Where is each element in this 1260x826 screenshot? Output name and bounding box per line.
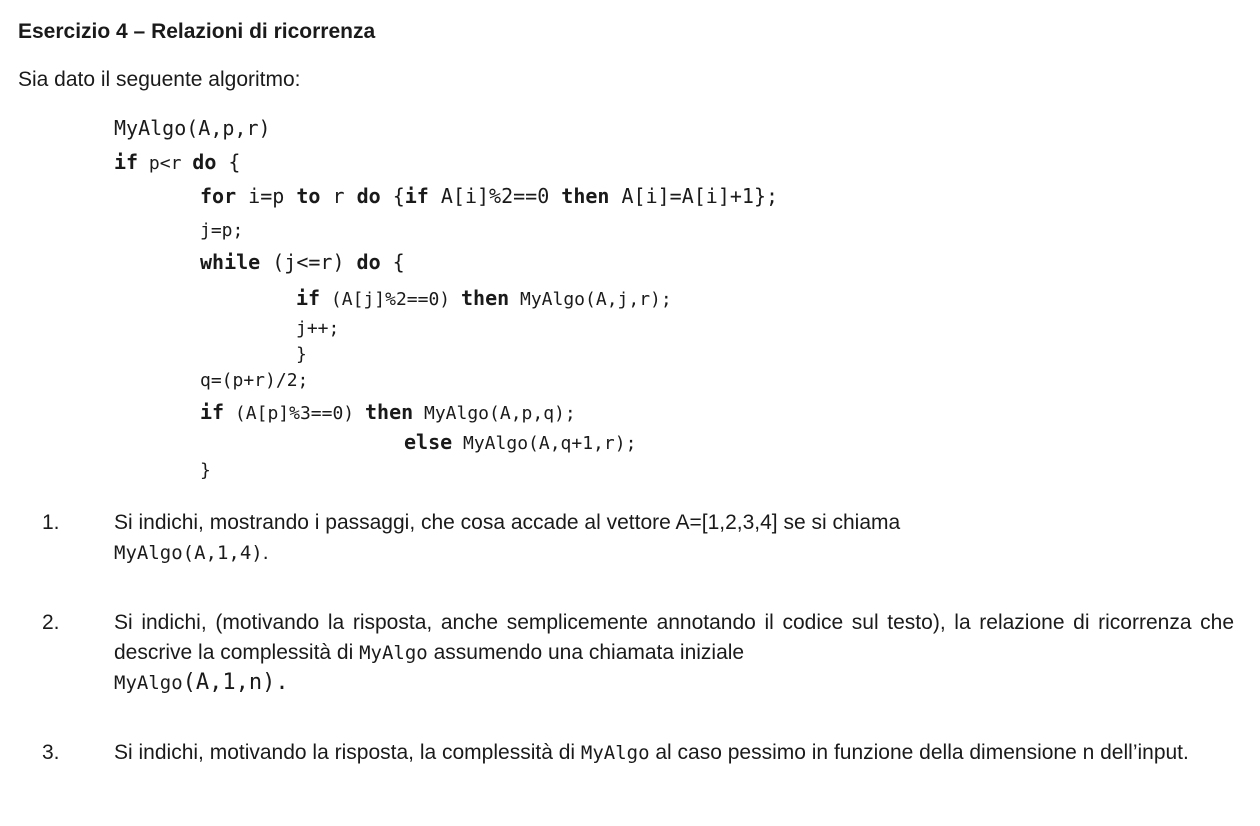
- question-number: 1.: [42, 511, 60, 534]
- code-line-8: [296, 344, 307, 365]
- code-keyword: if: [296, 286, 321, 310]
- code-line-7: [296, 318, 339, 339]
- code-text: MyAlgo(A,p,r): [114, 116, 271, 140]
- question-text: Si indichi, motivando la risposta, la complessità di: [114, 741, 581, 764]
- code-keyword: while: [200, 250, 261, 274]
- exercise-title: Esercizio 4 – Relazioni di ricorrenza: [18, 20, 376, 43]
- question-code: MyAlgo: [359, 642, 428, 664]
- question-text: assumendo una chiamata iniziale: [427, 641, 745, 664]
- code-text: r: [320, 184, 357, 208]
- intro-text: Sia dato il seguente algoritmo:: [18, 68, 301, 91]
- code-text: q=(p+r)/2;: [200, 370, 309, 391]
- question-code: MyAlgo(A,1,4): [114, 542, 263, 564]
- code-text: MyAlgo(A,j,r);: [509, 289, 672, 310]
- code-line-9: [200, 370, 308, 391]
- code-text: {: [216, 150, 241, 174]
- code-keyword: to: [296, 184, 321, 208]
- code-line-10: [200, 400, 576, 424]
- question-text: Si indichi, (motivando la risposta, anche semplicemente annotando il codice sul testo), la relazione di ricorrenza che descrive la complessità di: [114, 611, 1234, 664]
- code-text: p<r: [138, 153, 193, 174]
- code-text: i=p: [236, 184, 297, 208]
- code-keyword: do: [356, 250, 381, 274]
- code-text: {: [380, 184, 405, 208]
- code-text: MyAlgo(A,p,q);: [413, 403, 576, 424]
- code-keyword: then: [561, 184, 610, 208]
- question-code: MyAlgo: [580, 742, 650, 764]
- code-keyword: then: [364, 400, 414, 424]
- code-line-4: [200, 220, 243, 241]
- code-line-12: [200, 460, 211, 481]
- code-line-6: [296, 286, 672, 310]
- question-item: [42, 608, 1234, 698]
- question-code: (A,1,n).: [182, 670, 289, 695]
- code-keyword: do: [192, 150, 217, 174]
- code-keyword: for: [200, 184, 237, 208]
- code-line-3: [200, 184, 778, 208]
- code-text: j++;: [296, 318, 340, 339]
- code-text: A[i]%2==0: [428, 184, 562, 208]
- code-keyword: if: [114, 150, 139, 174]
- code-text: }: [200, 460, 211, 481]
- code-keyword: then: [460, 286, 510, 310]
- code-text: (j<=r): [260, 250, 357, 274]
- question-code: MyAlgo: [114, 672, 183, 694]
- question-number: 3.: [42, 741, 60, 764]
- code-keyword: if: [404, 184, 429, 208]
- code-text: }: [296, 344, 307, 365]
- code-keyword: if: [200, 400, 225, 424]
- code-keyword: do: [356, 184, 381, 208]
- code-line-5: [200, 250, 405, 274]
- code-text: j=p;: [200, 220, 244, 241]
- code-text: (A[j]%2==0): [320, 289, 461, 310]
- question-text: .: [262, 541, 269, 564]
- question-text: Si indichi, mostrando i passaggi, che cosa accade al vettore A=[1,2,3,4] se si chiama: [114, 511, 901, 534]
- code-text: MyAlgo(A,q+1,r);: [452, 433, 637, 454]
- code-text: A[i]=A[i]+1};: [609, 184, 779, 208]
- question-item: [42, 738, 1234, 768]
- code-keyword: else: [404, 430, 453, 454]
- code-line-2: [114, 150, 240, 174]
- code-line-11: [404, 430, 636, 454]
- code-line-1: [114, 116, 271, 140]
- code-text: (A[p]%3==0): [224, 403, 365, 424]
- question-item: [42, 508, 1234, 568]
- question-text: al caso pessimo in funzione della dimensione n dell’input.: [649, 741, 1189, 764]
- code-text: {: [380, 250, 405, 274]
- question-number: 2.: [42, 611, 60, 634]
